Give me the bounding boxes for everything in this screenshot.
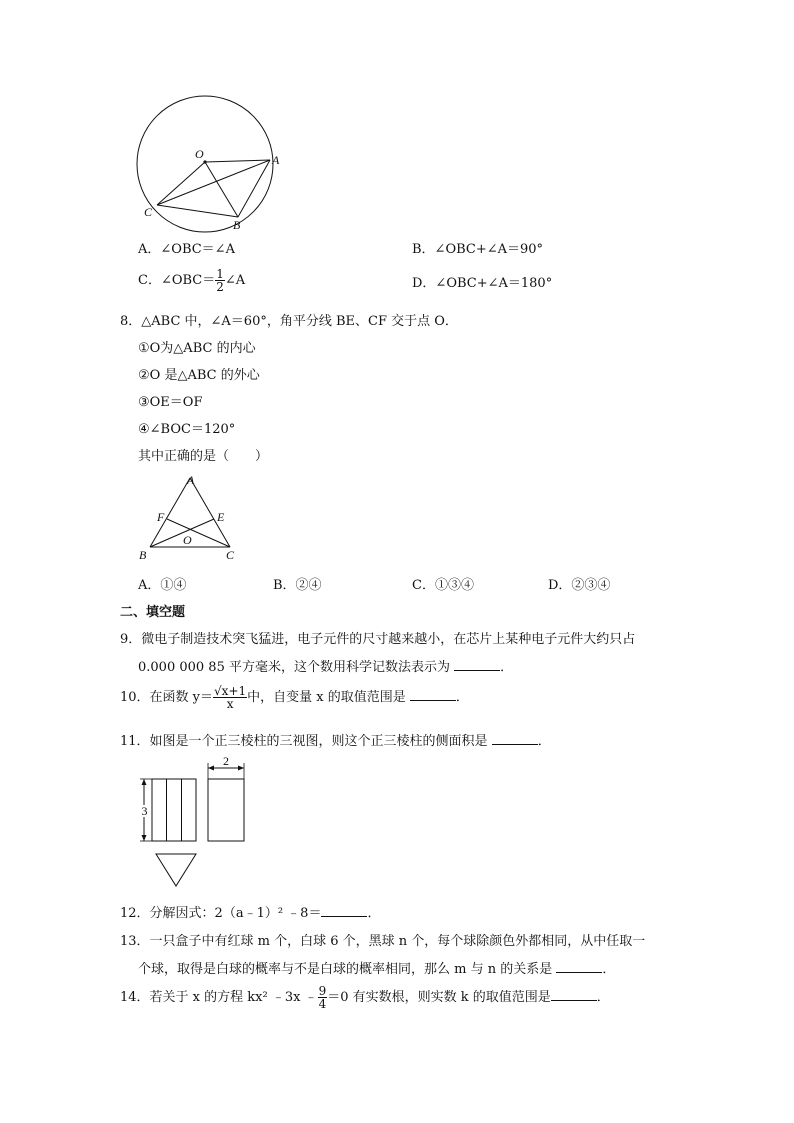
q7-option-b: B．∠OBC+∠A＝90° [412, 242, 544, 257]
fraction-numerator: √x+1 [214, 684, 247, 698]
q10-fraction [213, 685, 247, 710]
q10-end: ． [455, 690, 469, 705]
answer-blank [556, 971, 602, 973]
segment-OC [157, 162, 205, 205]
answer-blank [551, 999, 597, 1001]
q12-text: 12．分解因式：2（a﹣1）² ﹣8＝ [120, 906, 322, 921]
segment-OB [205, 162, 238, 217]
q14-line [120, 980, 610, 1016]
answer-blank [410, 699, 456, 701]
label-C: C [144, 205, 153, 219]
arrow-right-icon [238, 766, 244, 771]
q14-fraction [318, 985, 328, 1010]
side-view [208, 779, 244, 841]
label-A: A [187, 473, 195, 487]
q11-text: 11．如图是一个正三棱柱的三视图，则这个正三棱柱的侧面积是 [120, 734, 488, 749]
q7-option-c-pre: C．∠OBC＝ [138, 273, 216, 288]
label-O: O [195, 147, 204, 161]
circle [137, 96, 273, 232]
q14-end: ． [596, 990, 610, 1005]
q11-end: ． [537, 734, 551, 749]
q7-option-c-fraction [215, 268, 225, 293]
q9-line-2 [138, 656, 513, 675]
q12-end: ． [367, 906, 381, 921]
q14-pre: 14．若关于 x 的方程 kx² ﹣3x ﹣ [120, 990, 318, 1005]
segment-CB [157, 205, 238, 217]
answer-blank [492, 743, 538, 745]
label-B: B [139, 548, 147, 562]
q13-line-1: 13．一只盒子中有红球 m 个，白球 6 个，黑球 n 个，每个球除颜色外都相同，从中任取一 [120, 934, 646, 949]
q10-line [120, 680, 469, 716]
q9-end: ． [500, 660, 514, 675]
arrow-down-icon [142, 835, 147, 841]
fraction-denominator: x [226, 697, 234, 711]
q12-line [120, 902, 380, 921]
q13-end: ． [602, 962, 616, 977]
label-B: B [233, 218, 241, 232]
q7-option-c-post: ∠A [224, 273, 246, 288]
q8-option-d: D．②③④ [548, 578, 611, 593]
segment-OA [205, 160, 270, 162]
fraction-numerator: 1 [216, 267, 224, 281]
center-point [203, 160, 206, 163]
dim-height-label: 3 [141, 804, 148, 818]
q13-text: 个球，取得是白球的概率与不是白球的概率相同，那么 m 与 n 的关系是 [138, 962, 553, 977]
q7-circle-figure [130, 92, 290, 234]
q7-option-d: D．∠OBC+∠A＝180° [412, 276, 553, 291]
label-C: C [226, 548, 235, 562]
q14-post: ＝0 有实数根，则实数 k 的取值范围是 [327, 990, 551, 1005]
q7-option-c [138, 266, 245, 296]
dim-width-label: 2 [223, 755, 229, 768]
q8-statement-3: ③OE＝OF [138, 395, 203, 410]
q8-question: 其中正确的是（ ） [138, 449, 269, 464]
q8-triangle-figure [138, 470, 243, 565]
q10-post: 中，自变量 x 的取值范围是 [247, 690, 406, 705]
q8-stem: 8．△ABC 中，∠A＝60°，角平分线 BE、CF 交于点 O． [120, 314, 458, 329]
q9-text: 0.000 000 85 平方毫米，这个数用科学记数法表示为 [138, 660, 450, 675]
answer-blank [321, 915, 367, 917]
answer-blank [454, 669, 500, 671]
q11-three-view-figure [138, 755, 248, 890]
fraction-denominator: 2 [216, 280, 224, 294]
q8-option-c: C．①③④ [412, 578, 474, 593]
q7-option-a: A．∠OBC＝∠A [138, 242, 235, 257]
segment-AB [238, 160, 270, 217]
q10-pre: 10．在函数 y＝ [120, 690, 214, 705]
arrow-left-icon [208, 766, 214, 771]
label-O: O [183, 533, 192, 547]
q11-line [120, 730, 551, 749]
arrow-up-icon [142, 779, 147, 785]
q8-statement-1: ①O为△ABC 的内心 [138, 341, 256, 356]
label-E: E [217, 510, 225, 524]
fraction-numerator: 9 [318, 984, 327, 998]
q8-statement-4: ④∠BOC＝120° [138, 422, 236, 437]
fraction-denominator: 4 [318, 997, 327, 1011]
q8-option-a: A．①④ [138, 578, 187, 593]
top-view [156, 854, 196, 886]
q9-line-1: 9．微电子制造技术突飞猛进，电子元件的尺寸越来越小，在芯片上某种电子元件大约只占 [120, 632, 636, 647]
label-A: A [272, 153, 280, 167]
q8-option-b: B．②④ [273, 578, 322, 593]
section-title: 二、填空题 [120, 605, 186, 620]
q8-statement-2: ②O 是△ABC 的外心 [138, 368, 260, 383]
segment-CA [157, 160, 270, 205]
label-F: F [157, 510, 165, 524]
q13-line-2 [138, 958, 615, 977]
front-view [152, 779, 196, 841]
